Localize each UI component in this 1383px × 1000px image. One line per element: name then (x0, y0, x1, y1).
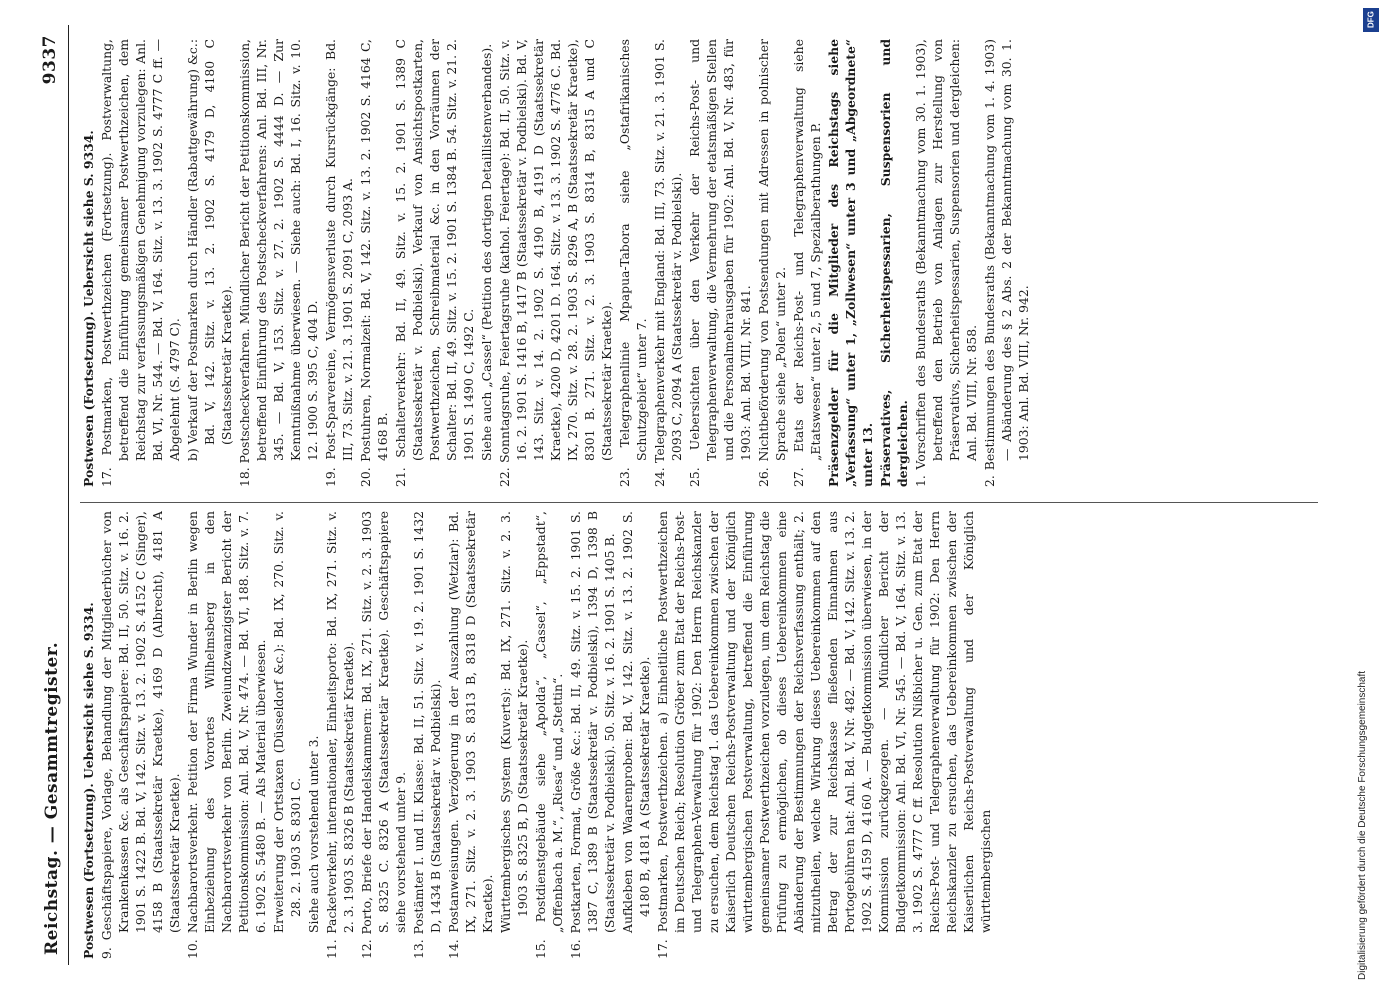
dfg-logo: DFG (1363, 8, 1379, 32)
index-entry: 21. Schalterverkehr: Bd. II, 49. Sitz. v. 15. 2. 1901 S. 1389 C (Staatssekretär v. Podbielski). Verkauf von Ansichtspostkarten, Postwerthzeichen, Schreibmaterial &c. in den Vorräumen der Schalter: Bd. II, 49. Sitz. v. 15. 2. 1901 S. 1384 B. 54. Sitz. v. 21. 2. 1901 S. 1490 C, 1492 C. (393, 39, 476, 487)
index-entry: Siehe auch „Cassel“ (Petition des dortigen Detaillistenverbandes). (479, 43, 494, 461)
page-header (38, 25, 72, 965)
digitization-credit: Digitalisierung gefördert durch die Deutsche Forschungsgemeinschaft (1357, 670, 1368, 980)
index-entry: 25. Uebersichten über den Verkehr der Reichs-Post- und Telegraphenverwaltung, die Vermehrung der etatsmäßigen Stellen und die Personalmehrausgaben für 1902: Anl. Bd. V, Nr. 483, für 1903: Anl. Bd. VIII, Nr. 841. (687, 39, 753, 487)
index-entry: 27. Etats der Reichs-Post- und Telegraphenverwaltung siehe „Etatswesen“ unter 2, 5 und 7, Spezialberathungen P. (791, 39, 823, 487)
text-columns (80, 25, 1358, 965)
index-entry: 20. Postuhren, Normalzeit: Bd. V, 142. Sitz. v. 13. 2. 1902 S. 4164 C, 4168 B. (358, 39, 390, 487)
index-entry: 17. Postmarken, Postwerthzeichen. a) Einheitliche Postwerthzeichen im Deutschen Reich; Resolution Gröber zum Etat der Reichs-Post- und Telegraphen-Verwaltung für 1902: Den Herrn Reichskanzler zu ersuchen, dem Reichstag 1. das Uebereinkommen zwischen der Kaiserlich Deutschen Reichs-Postverwaltung und der Königlich württembergischen Postverwaltung, betreffend die Einführung gemeinsamer Postwerthzeichen vorzulegen, um dem Reichstag die Prüfung zu ermöglichen, ob dieses Uebereinkommen eine Abänderung der Bestimmungen der Reichsverfassung enthält; 2. mitzutheilen, welche Wirkung dieses Uebereinkommen auf den Betrag der zur Reichskasse fließenden Einnahmen aus Portogebühren hat: Anl. Bd. V, Nr. 482. — Bd. V, 142. Sitz. v. 13. 2. 1902 S. 4159 D, 4160 A. — Budgetkommission überwiesen, in der Kommission zurückgezogen. — Mündlicher Bericht der Budgetkommission: Anl. Bd. VI, Nr. 545. — Bd. V, 164. Sitz. v. 13. 3. 1902 S. 4777 C ff. Resolution Nißbicher u. Gen. zum Etat der Reichs-Post- und Telegraphenverwaltung für 1902: Den Herrn Reichskanzler zu ersuchen, das Uebereinkommen zwischen der Kaiserlichen Reichs-Postverwaltung und der Königlich württembergischen (655, 511, 993, 959)
index-entry: 22. Sonntagsruhe, Feiertagsruhe (kathol. Feiertage): Bd. II, 50. Sitz. v. 16. 2. 1901 S. 1416 B, 1417 B (Staatssekretär v. Podbielski). Bd. V, 143. Sitz. v. 14. 2. 1902 S. 4190 B, 4191 D (Staatssekretär Kraetke), 4200 D, 4201 D. 164. Sitz. v. 13. 3. 1902 S. 4776 C. Bd. IX, 270. Sitz. v. 28. 2. 1903 S. 8296 A, B (Staatssekretär Kraetke), 8301 B. 271. Sitz. v. 2. 3. 1903 S. 8314 B, 8315 A und C (Staatssekretär Kraetke). (497, 39, 614, 487)
index-entry: 1. Vorschriften des Bundesraths (Bekanntmachung vom 30. 1. 1903), betreffend den Betrieb von Anlagen zur Herstellung von Präservativs, Sicherheitspessarien, Suspensorien und dergleichen: Anl. Bd. VIII, Nr. 858. (913, 39, 979, 487)
index-entry: b) Verkauf der Postmarken durch Händler (Rabattgewährung) &c.: Bd. V, 142. Sitz. v. 13. 2. 1902 S. 4179 D, 4180 C (Staatssekretär Kraetke). (185, 39, 234, 461)
column-divider (80, 502, 1318, 503)
index-entry: Erweiterung der Ortstaxen (Düsseldorf &c.): Bd. IX, 270. Sitz. v. 28. 2. 1903 S. 8301 C. (271, 511, 303, 933)
left-column (80, 511, 1358, 959)
index-entry: 10. Nachbarortsverkehr. Petition der Firma Wunder in Berlin wegen Einbeziehung des Vorortes Wilhelmsberg in den Nachbarortsverkehr von Berlin. Zweiundzwanzigster Bericht der Petitionskommission: Anl. Bd. V, Nr. 474. — Bd. VI, 188. Sitz. v. 7. 6. 1902 S. 5480 B. — Als Material überwiesen. (185, 511, 268, 959)
index-entry: 18. Postscheckverfahren. Mündlicher Bericht der Petitionskommission, betreffend Einführung des Postscheckverfahrens: Anl. Bd. III, Nr. 345. — Bd. V, 153. Sitz. v. 27. 2. 1902 S. 4444 D. — Zur Kenntnißnahme überwiesen. — Siehe auch: Bd. I, 16. Sitz. v. 10. 12. 1900 S. 395 C, 404 D. (237, 39, 320, 487)
page-number: 9337 (40, 35, 60, 85)
index-entry: 23. Telegraphenlinie Mpapua-Tabora siehe „Ostafrikanisches Schutzgebiet“ unter 7. (617, 39, 649, 487)
index-entry: Siehe auch vorstehend unter 3. (306, 735, 321, 933)
index-heading: Postwesen (Fortsetzung). Uebersicht siehe S. 9334. (81, 602, 96, 959)
index-entry: 17. Postmarken, Postwerthzeichen (Fortsetzung). Postverwaltung, betreffend die Einführung gemeinsamer Postwerthzeichen, dem Reichstag zur verfassungsmäßigen Genehmigung vorzulegen: Anl. Bd. VI, Nr. 544. — Bd. V, 164. Sitz. v. 13. 3. 1902 S. 4777 C ff. — Abgelehnt (S. 4797 C). (99, 39, 182, 487)
index-entry: Aufkleben von Waarenproben: Bd. V, 142. Sitz. v. 13. 2. 1902 S. 4180 B, 4181 A (Staatssekretär Kraetke). (620, 511, 652, 933)
right-column (80, 39, 1358, 487)
rotated-page (38, 25, 1358, 965)
index-entry: 12. Porto, Briefe der Handelskammern: Bd. IX, 271. Sitz. v. 2. 3. 1903 S. 8325 C. 8326 A (Staatssekretär Kraetke). Geschäftspapiere siehe vorstehend unter 9. (359, 511, 408, 959)
index-entry: 26. Nichtbeförderung von Postsendungen mit Adressen in polnischer Sprache siehe „Polen“ unter 2. (756, 39, 788, 487)
index-entry: 24. Telegraphenverkehr mit England: Bd. III, 73. Sitz. v. 21. 3. 1901 S. 2093 C, 2094 A (Staatssekretär v. Podbielski). (652, 39, 684, 487)
index-entry: 2. Bestimmungen des Bundesraths (Bekanntmachung vom 1. 4. 1903) — Abänderung des § 2 Abs. 2 der Bekanntmachung vom 30. 1. 1903: Anl. Bd. VIII, Nr. 942. (982, 39, 1031, 487)
index-heading: Präservatives, Sicherheitspessarien, Suspensorien und dergleichen. (878, 39, 910, 487)
header-rule (68, 25, 69, 965)
index-entry: Württembergisches System (Kuverts): Bd. IX, 271. Sitz. v. 2. 3. 1903 S. 8325 B, D (Staatssekretär Kraetke). (498, 511, 530, 933)
index-entry: 11. Packetverkehr, internationaler, Einheitsporto: Bd. IX, 271. Sitz. v. 2. 3. 1903 S. 8326 B (Staatssekretär Kraetke). (324, 511, 356, 959)
index-entry: 19. Post-Sparvereine, Vermögensverluste durch Kursrückgänge: Bd. III, 73. Sitz. v. 21. 3. 1901 S. 2091 C, 2093 A. (323, 39, 355, 487)
index-entry: 9. Geschäftspapiere, Vorlage, Behandlung der Mitgliederbücher von Krankenkassen &c. als Geschäftspapiere: Bd. II, 50. Sitz. v. 16. 2. 1901 S. 1422 B. Bd. V, 142. Sitz. v. 13. 2. 1902 S. 4152 C (Singer), 4158 B (Staatssekretär Kraetke), 4169 D (Albrecht), 4181 A (Staatssekretär Kraetke). (99, 511, 182, 959)
index-entry: 13. Postämter I. und II. Klasse: Bd. II, 51. Sitz. v. 19. 2. 1901 S. 1432 D, 1434 B (Staatssekretär v. Podbielski). (411, 511, 443, 959)
running-title: Reichstag. — Gesammtregister. (42, 641, 62, 955)
index-entry: 16. Postkarten, Format, Größe &c.: Bd. II, 49. Sitz. v. 15. 2. 1901 S. 1387 C, 1389 B (Staatssekretär v. Podbielski), 1394 D, 1398 B (Staatssekretär v. Podbielski). 50. Sitz. v. 16. 2. 1901 S. 1405 B. (568, 511, 617, 959)
index-heading: Postwesen (Fortsetzung). Uebersicht siehe S. 9334. (81, 130, 96, 487)
index-entry: 15. Postdienstgebäude siehe „Apolda“, „Cassel“, „Eppstadt“, „Offenbach a. M.“, „Riesa“ und „Stettin“. (533, 511, 565, 959)
index-entry: 14. Postanweisungen. Verzögerung in der Auszahlung (Wetzlar): Bd. IX, 271. Sitz. v. 2. 3. 1903 S. 8313 B, 8318 D (Staatssekretär Kraetke). (446, 511, 495, 959)
index-heading: Präsenzgelder für die Mitglieder des Reichstags siehe „Verfassung“ unter 1, „Zollwesen“ unter 3 und „Abgeordnete“ unter 13. (826, 39, 875, 487)
